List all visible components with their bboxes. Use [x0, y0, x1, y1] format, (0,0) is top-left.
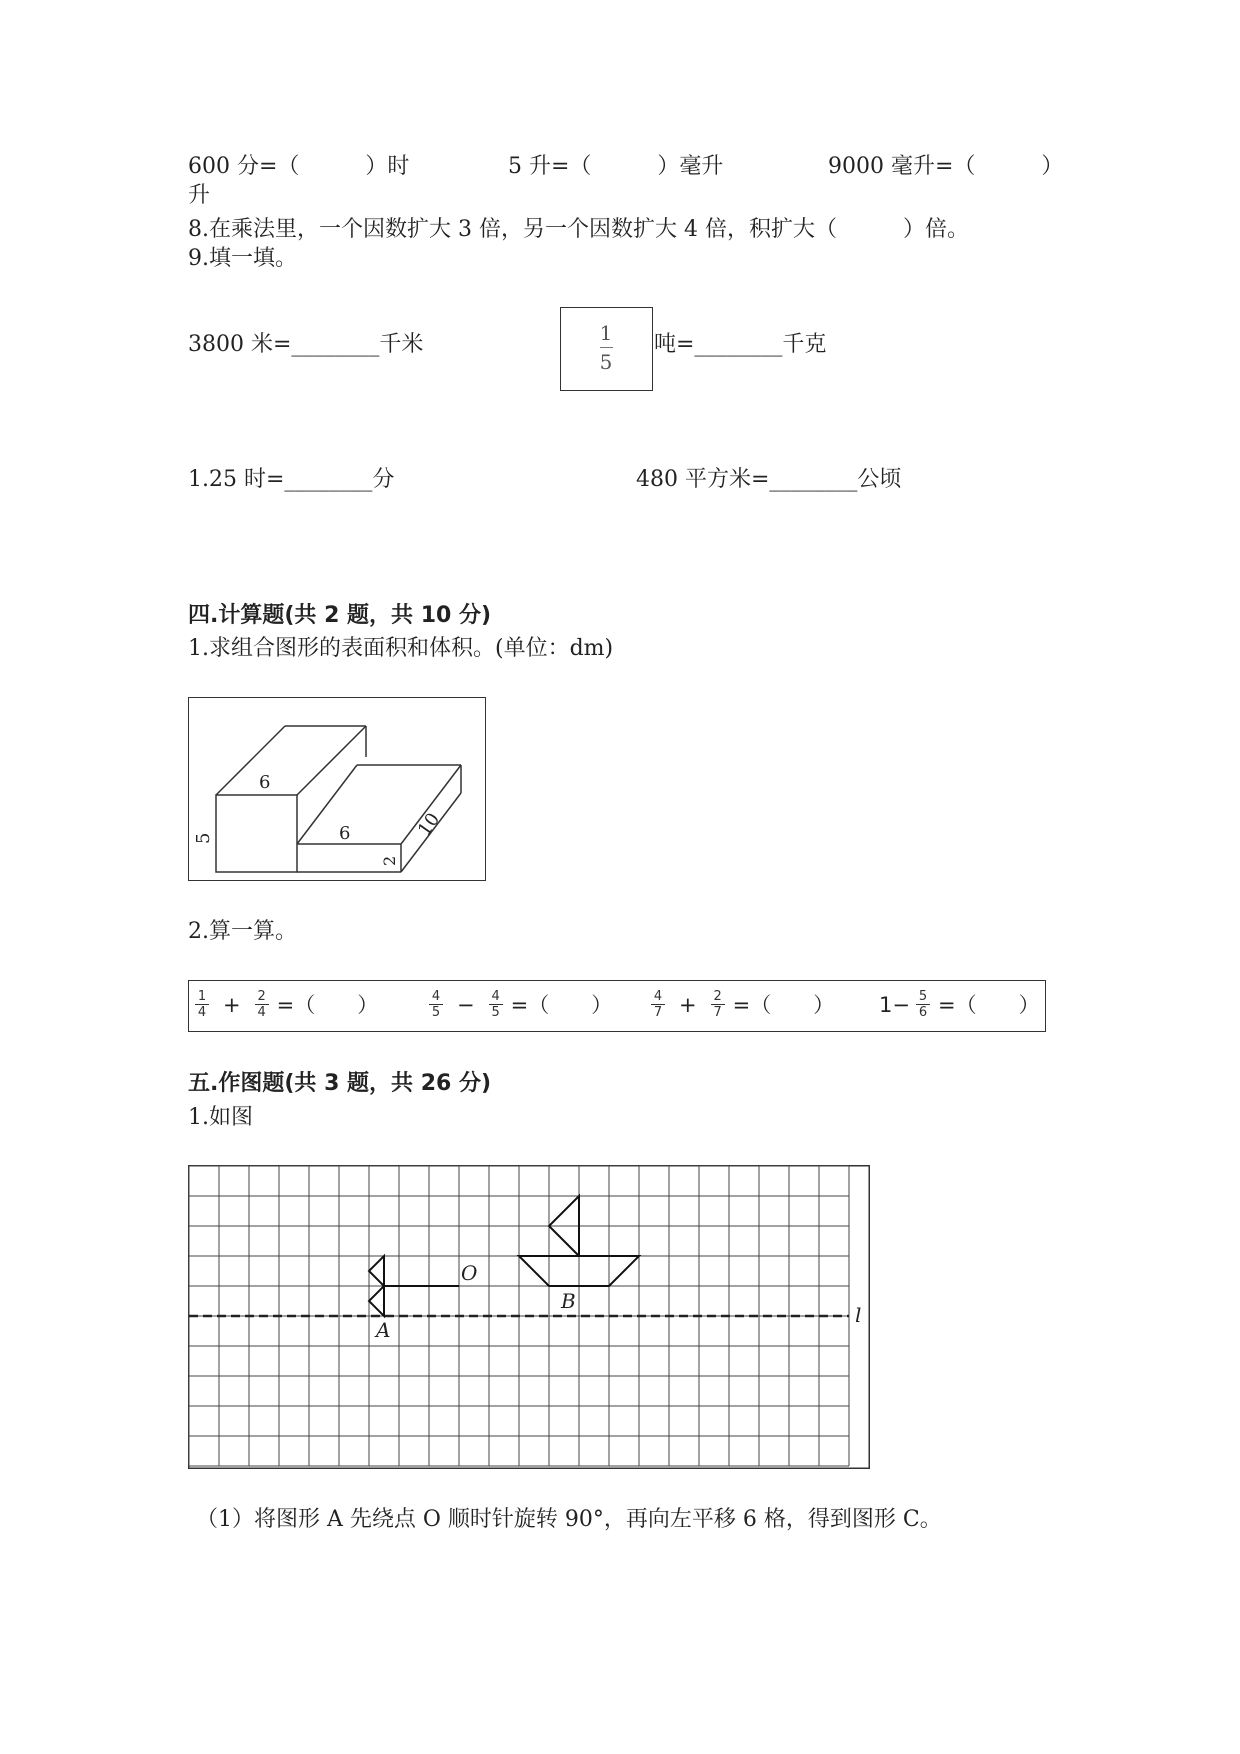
section4-q2: 2.算一算。 [188, 919, 297, 944]
label-b: B [561, 1289, 576, 1313]
section4-heading: 四.计算题(共 2 题，共 10 分) [188, 603, 492, 628]
calc-fraction-1: $\frac{1}{4}$ [195, 989, 209, 1020]
solid-figure-drawing [189, 698, 485, 880]
label-l: l [855, 1303, 862, 1327]
calc-fraction-2: $\frac{4}{5}$ [489, 989, 503, 1020]
q9-d: 480 平方米=________公顷 [636, 467, 902, 492]
q7-item3: 9000 毫升=（ ） [828, 154, 1064, 179]
q9-a: 3800 米=________千米 [188, 332, 424, 357]
section5-sub1: （1）将图形 A 先绕点 O 顺时针旋转 90°，再向左平移 6 格，得到图形 C。 [196, 1507, 942, 1532]
calc-operator: − [457, 992, 475, 1017]
fraction-denominator: 5 [599, 350, 613, 374]
label-a: A [376, 1318, 391, 1342]
label-o: O [461, 1261, 478, 1285]
calc-fraction-1: $\frac{4}{7}$ [651, 989, 665, 1020]
calc-fraction-2: $\frac{2}{4}$ [255, 989, 269, 1020]
calc-item [429, 989, 612, 1020]
section5-heading: 五.作图题(共 3 题，共 26 分) [188, 1071, 492, 1096]
fraction-bar [600, 347, 613, 348]
calc-operator: + [679, 992, 697, 1017]
fig-label-5: 5 [193, 832, 214, 844]
q9-title: 9.填一填。 [188, 246, 297, 271]
q7-item1: 600 分=（ ）时 [188, 154, 410, 179]
q9-c: 1.25 时=________分 [188, 467, 395, 492]
calc-row [188, 980, 1046, 1032]
q7-item3-wrap: 升 [188, 183, 211, 208]
calc-answer-blank: =（ ） [276, 992, 379, 1017]
calc-answer-blank: =（ ） [732, 992, 835, 1017]
calc-fraction-1: $\frac{4}{5}$ [429, 989, 443, 1020]
fig-label-2: 2 [380, 855, 399, 866]
fig-label-6-low: 6 [339, 823, 351, 844]
fig-label-10: 10 [413, 809, 445, 841]
calc-item [651, 989, 834, 1020]
calc-item [195, 989, 378, 1020]
fig-label-6-top: 6 [259, 772, 271, 793]
calc-answer-blank: =（ ） [937, 992, 1040, 1017]
fraction-box [560, 307, 653, 391]
section4-q1: 1.求组合图形的表面积和体积。(单位：dm) [188, 636, 614, 661]
solid-figure [188, 697, 486, 881]
calc-operator: + [223, 992, 241, 1017]
grid-figure [188, 1165, 870, 1469]
q9-b-text: 吨=________千克 [654, 332, 827, 357]
calc-answer-blank: =（ ） [510, 992, 613, 1017]
fraction-numerator: 1 [599, 321, 613, 345]
calc-fraction-2: $\frac{5}{6}$ [916, 989, 930, 1020]
calc-lead: 1− [879, 992, 910, 1017]
calc-item [879, 989, 1040, 1020]
q8-text: 8.在乘法里，一个因数扩大 3 倍，另一个因数扩大 4 倍，积扩大（ ）倍。 [188, 217, 969, 242]
calc-fraction-2: $\frac{2}{7}$ [711, 989, 725, 1020]
section5-q1: 1.如图 [188, 1105, 253, 1130]
calc-items [189, 981, 1045, 1031]
q7-item2: 5 升=（ ）毫升 [508, 154, 724, 179]
